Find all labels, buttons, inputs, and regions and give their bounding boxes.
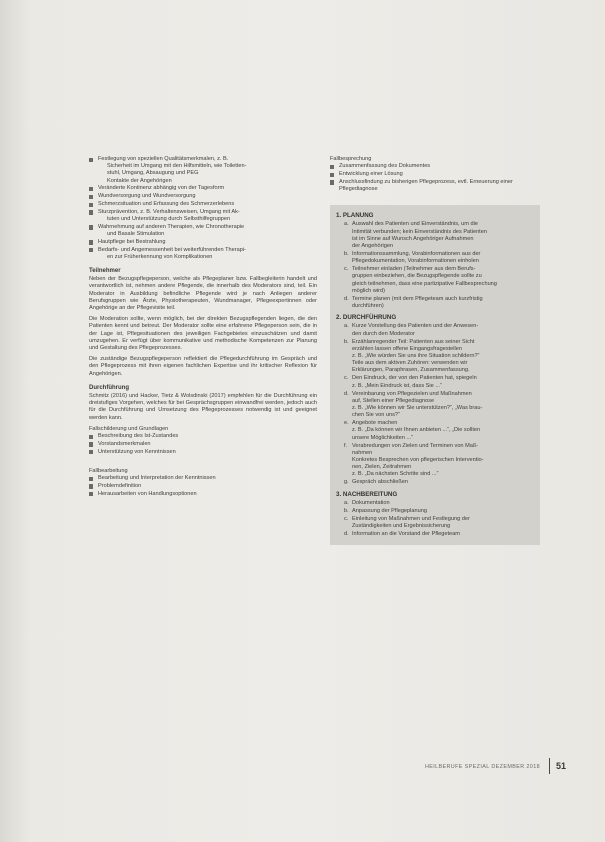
bullet-text: Festlegung von speziellen Qualitätsmerkmalen, z. B.: [98, 156, 229, 162]
item-line: Termine planen (mit dem Pflegeteam auch kurzfristig: [352, 295, 483, 302]
list-item: Bearbeitung und Interpretation der Kenntnissen: [89, 475, 317, 482]
fallbesprechung-heading: Fallbesprechung: [330, 156, 372, 162]
process-step-heading: 1. PLANUNG: [336, 212, 374, 220]
item-line: Teile aus dem aktiven Zuhören: verwenden wir: [352, 360, 468, 367]
process-step-item: [344, 508, 534, 515]
bullet-item: [89, 224, 317, 238]
top-bullet-list: [89, 156, 317, 261]
section-heading-teilnehmer: Teilnehmer: [89, 268, 121, 274]
item-line: den durch den Moderator: [352, 330, 415, 337]
item-line: unsere Möglichkeiten ...“: [352, 434, 413, 441]
item-line: Informationssammlung, Vorabinformationen aus der: [352, 251, 481, 258]
bullet-text: Veränderte Kontinenz abhängig von der Tagesform: [98, 185, 225, 192]
bullet-item: [89, 193, 317, 200]
bullet-item: [89, 185, 317, 192]
list-item: Beschreibung des Ist-Zustandes: [89, 433, 317, 440]
item-line: Dokumentation: [352, 499, 390, 506]
fallschilderung-list: [89, 433, 317, 456]
process-step-item: [344, 296, 534, 310]
process-step-items: [336, 221, 534, 310]
item-line: Vereinbarung von Pflegezielen und Maßnahmen: [352, 390, 472, 397]
process-step-item: [344, 375, 534, 389]
item-line: Einleitung von Maßnahmen und Festlegung der: [352, 515, 470, 522]
item-line: z. B. „Wie würden Sie uns ihre Situation schildern?“: [352, 353, 480, 360]
paragraph: Schmitz (2016) und Hacker, Tietz & Wolsdinski (2017) empfehlen für die Durchführung ein dreistufiges Vorgehen, welches für bei Gesprächsgruppen einwandfrei werden, jedoch auch für die Durchführung und Umsetzung des Pflegeprozesses notwendig ist und geeignet werden kann.: [89, 393, 317, 421]
item-line: z. B. „Mein Eindruck ist, dass Sie ...“: [352, 382, 442, 389]
bullet-text: Bedarfs- und Angemessenheit bei weiterführenden Therapi-: [98, 246, 246, 253]
item-line: Anpassung der Pflegeplanung: [352, 507, 427, 514]
item-line: z. B. „Wie können wir Sie unterstützen?“, „Was brau-: [352, 405, 483, 412]
item-line: Information an die Vorstand der Pflegeteam: [352, 531, 460, 538]
left-column: [89, 156, 317, 498]
bullet-text: Schmerzsituation und Erfassung des Schmerzerlebens: [98, 201, 235, 207]
item-line: nahmen: [352, 449, 373, 456]
bullet-text: Wundversorgung und Wundversorgung: [98, 193, 196, 200]
item-line: Kurze Vorstellung des Patienten und der Anwesen-: [352, 323, 479, 330]
item-label: a.: [344, 323, 349, 330]
item-line: z. B. „Da können wir Ihnen anbieten ...“, „Die sollten: [352, 427, 481, 434]
bullet-item: [89, 247, 317, 261]
bullet-subline: stuhl, Umgang, Absaugung und PEG: [107, 170, 199, 177]
item-label: c.: [344, 375, 349, 382]
paragraph: Die Moderation sollte, wenn möglich, bei der direkten Bezugspflegenden liegen, die den Patienten kennt und betreut. Der Moderator sollte eine erfahrene Pflegeperson sein, die in der Lage ist, Pflegesituationen des jeweiligen Fachgebietes einzuschätzen und damit umzugehen. Er verfügt über kommunikative und methodische Kompetenzen zur Planung und Gestaltung des Pflegeprozesses.: [89, 316, 317, 352]
item-label: c.: [344, 266, 349, 273]
process-step-item: [344, 500, 534, 507]
process-info-box: [330, 205, 540, 545]
process-step-heading: 2. DURCHFÜHRUNG: [336, 314, 397, 322]
bullet-item: [89, 209, 317, 223]
item-line: Auswahl des Patienten und Einverständnis, um die: [352, 221, 478, 228]
list-intro-fallbearbeitung: Fallbearbeitung: [89, 467, 128, 474]
item-line: Gespräch abschließen: [352, 479, 408, 486]
bullet-subline: Sicherheit im Umgang mit den Hilfsmitteln, wie Toiletten-: [107, 163, 247, 170]
process-step-item: [344, 443, 534, 479]
process-step-items: [336, 323, 534, 486]
process-step-items: [336, 500, 534, 538]
process-step-item: [344, 391, 534, 420]
item-line: möglich wird): [352, 287, 385, 294]
process-step-item: [344, 516, 534, 530]
item-line: Erklärungen, Paraphrasen, Zusammenfassung.: [352, 367, 470, 374]
item-line: Teilnehmer einladen (Teilnehmer aus dem Berufs-: [352, 266, 476, 273]
item-label: a.: [344, 221, 349, 228]
fallbearbeitung-list: [89, 475, 317, 498]
process-step-item: [344, 266, 534, 295]
item-line: Zuständigkeiten und Ergebnissicherung: [352, 523, 451, 530]
paragraph: Die zuständige Bezugspflegeperson reflektiert die Pflegedurchführung im Gespräch und den Pflegeprozess mit ihren eigenen fachlichen Expertise und ihr kritischer Reflexion für Angehörigen.: [89, 356, 317, 377]
list-item: Zusammenfassung des Dokumentes: [330, 163, 540, 170]
list-item: Unterstützung von Kenntnissen: [89, 449, 317, 456]
process-step-item: [344, 323, 534, 337]
bullet-subline: Kontakte der Angehörigen: [107, 177, 172, 184]
process-step-item: [344, 339, 534, 375]
list-item: Herausarbeiten von Handlungsoptionen: [89, 491, 317, 498]
item-line: Intimität verbunden; kein Einverständnis des Patienten: [352, 228, 487, 235]
item-line: der Angehörigen: [352, 243, 394, 250]
list-item: Entwicklung einer Lösung: [330, 171, 540, 178]
footer-divider: [549, 758, 550, 774]
item-label: b.: [344, 507, 349, 514]
process-step-item: [344, 420, 534, 442]
durchfuehrung-paragraphs: [89, 393, 317, 422]
item-label: d.: [344, 390, 349, 397]
item-line: Konkretes Besprechen von pflegerischen Interventio-: [352, 457, 484, 464]
item-label: g.: [344, 479, 349, 486]
bullet-item: [89, 201, 317, 208]
section-heading-durchfuehrung: Durchführung: [89, 384, 129, 391]
item-line: Pflegedokumentation, Vorabinformationen einholen: [352, 258, 479, 265]
item-label: a.: [344, 499, 349, 506]
bullet-text: Wahrnehmung auf anderen Therapien, wie Chronotherapie: [98, 223, 245, 230]
bullet-item: [89, 156, 317, 185]
item-line: nen, Zielen, Zeitrahmen: [352, 464, 412, 471]
item-line: erzählen lassen offene Eingangsfragestellen: [352, 345, 462, 352]
item-line: z. B. „Da nächsten Schritte sind ...“: [352, 471, 439, 478]
bullet-item: [89, 239, 317, 246]
fallbesprechung-list: [330, 163, 540, 193]
process-step-item: [344, 221, 534, 250]
item-line: durchführen): [352, 303, 384, 310]
item-label: b.: [344, 251, 349, 258]
list-item: Problemdefinition: [89, 483, 317, 490]
process-step-item: [344, 531, 534, 538]
item-line: Den Eindruck, der von den Patienten hat, spiegeln: [352, 375, 477, 382]
bullet-subline: tuten und Unterstützung durch Selbsthilfegruppen: [107, 216, 231, 222]
process-step-item: [344, 479, 534, 486]
item-line: ist im Sinne auf Wunsch Angehöriger Aufnahmen: [352, 235, 474, 242]
item-line: Angebote machen: [352, 420, 398, 427]
item-line: chen Sie von uns?“: [352, 412, 400, 419]
item-label: d.: [344, 531, 349, 538]
item-line: Verabredungen von Zielen und Terminen von Maß-: [352, 442, 479, 449]
footer-journal: HEILBERUFE SPEZIAL DEZEMBER 2018: [424, 764, 540, 770]
item-line: auf, Stellen einer Pflegediagnose: [352, 397, 435, 404]
process-step-item: [344, 251, 534, 265]
item-label: f.: [344, 442, 348, 449]
item-label: e.: [344, 420, 349, 427]
list-item: Anschlussfindung zu bisherigen Pflegeprozess, evtl. Erneuerung einer Pflegediagnose: [330, 179, 540, 193]
list-intro-fallschilderung: Fallschilderung und Grundlagen: [89, 425, 169, 432]
item-line: gleich teilnehmen, dass eine partizipative Fallbesprechung: [352, 280, 497, 287]
page-number: 51: [556, 761, 567, 771]
teilnehmer-paragraphs: [89, 276, 317, 378]
bullet-text: Sturzprävention, z. B. Verhaltensweisen, Umgang mit Ak-: [98, 208, 240, 215]
bullet-subline: und Basale Stimulation: [107, 231, 165, 237]
item-line: gruppen einbeziehen, die Bezugspflegende sollte zu: [352, 273, 482, 280]
item-label: c.: [344, 515, 349, 522]
bullet-text: Hautpflege bei Bestrahlung: [98, 238, 166, 245]
item-line: Erzählanregender Teil: Patienten aus seiner Sicht: [352, 338, 475, 345]
list-item: Vorstandsmerkmalen: [89, 441, 317, 448]
item-label: b.: [344, 338, 349, 345]
right-column: [330, 156, 540, 545]
bullet-subline: en zur Früherkennung von Komplikationen: [107, 253, 213, 260]
item-label: d.: [344, 295, 349, 302]
process-step-heading: 3. NACHBEREITUNG: [336, 490, 398, 498]
paragraph: Neben der Bezugspflegeperson, welche als Pflegeplaner bzw. Fallbegleiterin handelt und verantwortlich ist, nehmen andere Pflegende, die innerhalb des Moderators sind, teil. Ein Moderator in Ausbildung befindliche Pflegende wird je nach Anliegen anderer Berufsgruppen wie Ärzte, Physiotherapeuten, Wundmanager, Pflegeexpertinnen oder Angehörige an der Pflegevisite teil.: [89, 276, 317, 312]
